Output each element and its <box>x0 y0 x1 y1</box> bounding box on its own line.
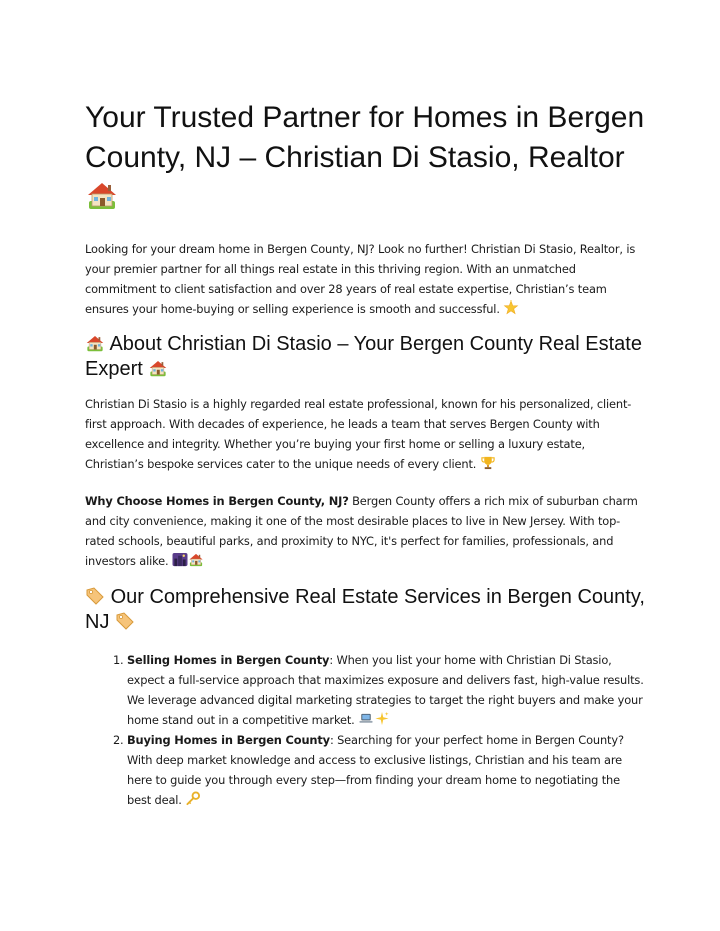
about-paragraph: Christian Di Stasio is a highly regarded real estate professional, known for his personalized, client-first approach. With decades of experience, he leads a team that serves Bergen County with excellence and integrity. Whether you’re buying your first home or selling a luxury estate, Christian’s bespoke services cater to the unique needs of every client. <box>85 397 632 471</box>
house-with-garden-icon <box>85 180 119 210</box>
list-item: 2. Buying Homes in Bergen County: Searching for your perfect home in Bergen County? With deep market knowledge and access to exclusive listings, Christian and his team are here to guide you through every step—from finding your dream home to negotiating the best deal. <box>127 730 645 810</box>
night-city-icon <box>172 552 188 567</box>
label-tag-icon <box>115 611 135 631</box>
about-heading: About Christian Di Stasio – Your Bergen County Real Estate Expert <box>85 333 642 380</box>
page-title: Your Trusted Partner for Homes in Bergen County, NJ – Christian Di Stasio, Realtor <box>85 98 645 218</box>
key-icon <box>185 791 201 806</box>
trophy-icon <box>480 455 496 470</box>
document-page <box>85 98 645 810</box>
service-label: Buying Homes in Bergen County <box>127 733 330 747</box>
list-item: 1. Selling Homes in Bergen County: When you list your home with Christian Di Stasio, expect a full-service approach that maximizes exposure and delivers fast, high-value results. We leverage advanced digital marketing strategies to target the right buyers and make your home stand out in a competitive market. <box>127 650 645 730</box>
why-choose-paragraph: Why Choose Homes in Bergen County, NJ? Bergen County offers a rich mix of suburban charm and city convenience, making it one of the most desirable places to live in New Jersey. With top-rated schools, beautiful parks, and proximity to NYC, it's perfect for families, professionals, and investors alike. <box>85 494 638 568</box>
glowing-star-icon <box>503 300 519 315</box>
intro-paragraph: Looking for your dream home in Bergen County, NJ? Look no further! Christian Di Stasio, Realtor, is your premier partner for all things real estate in this thriving region. With an unmatched commitment to client satisfaction and over 28 years of real estate expertise, Christian’s team ensures your home-buying or selling experience is smooth and successful. <box>85 242 636 316</box>
laptop-icon <box>358 711 374 726</box>
service-label: Selling Homes in Bergen County <box>127 653 330 667</box>
house-with-garden-icon <box>188 552 204 567</box>
label-tag-icon <box>85 586 105 606</box>
services-list <box>85 650 645 810</box>
sparkles-icon <box>374 711 390 726</box>
house-with-garden-icon <box>85 334 105 352</box>
services-heading: Our Comprehensive Real Estate Services in Bergen County, NJ <box>85 586 645 633</box>
house-with-garden-icon <box>148 359 168 377</box>
why-choose-label: Why Choose Homes in Bergen County, NJ? <box>85 494 349 508</box>
